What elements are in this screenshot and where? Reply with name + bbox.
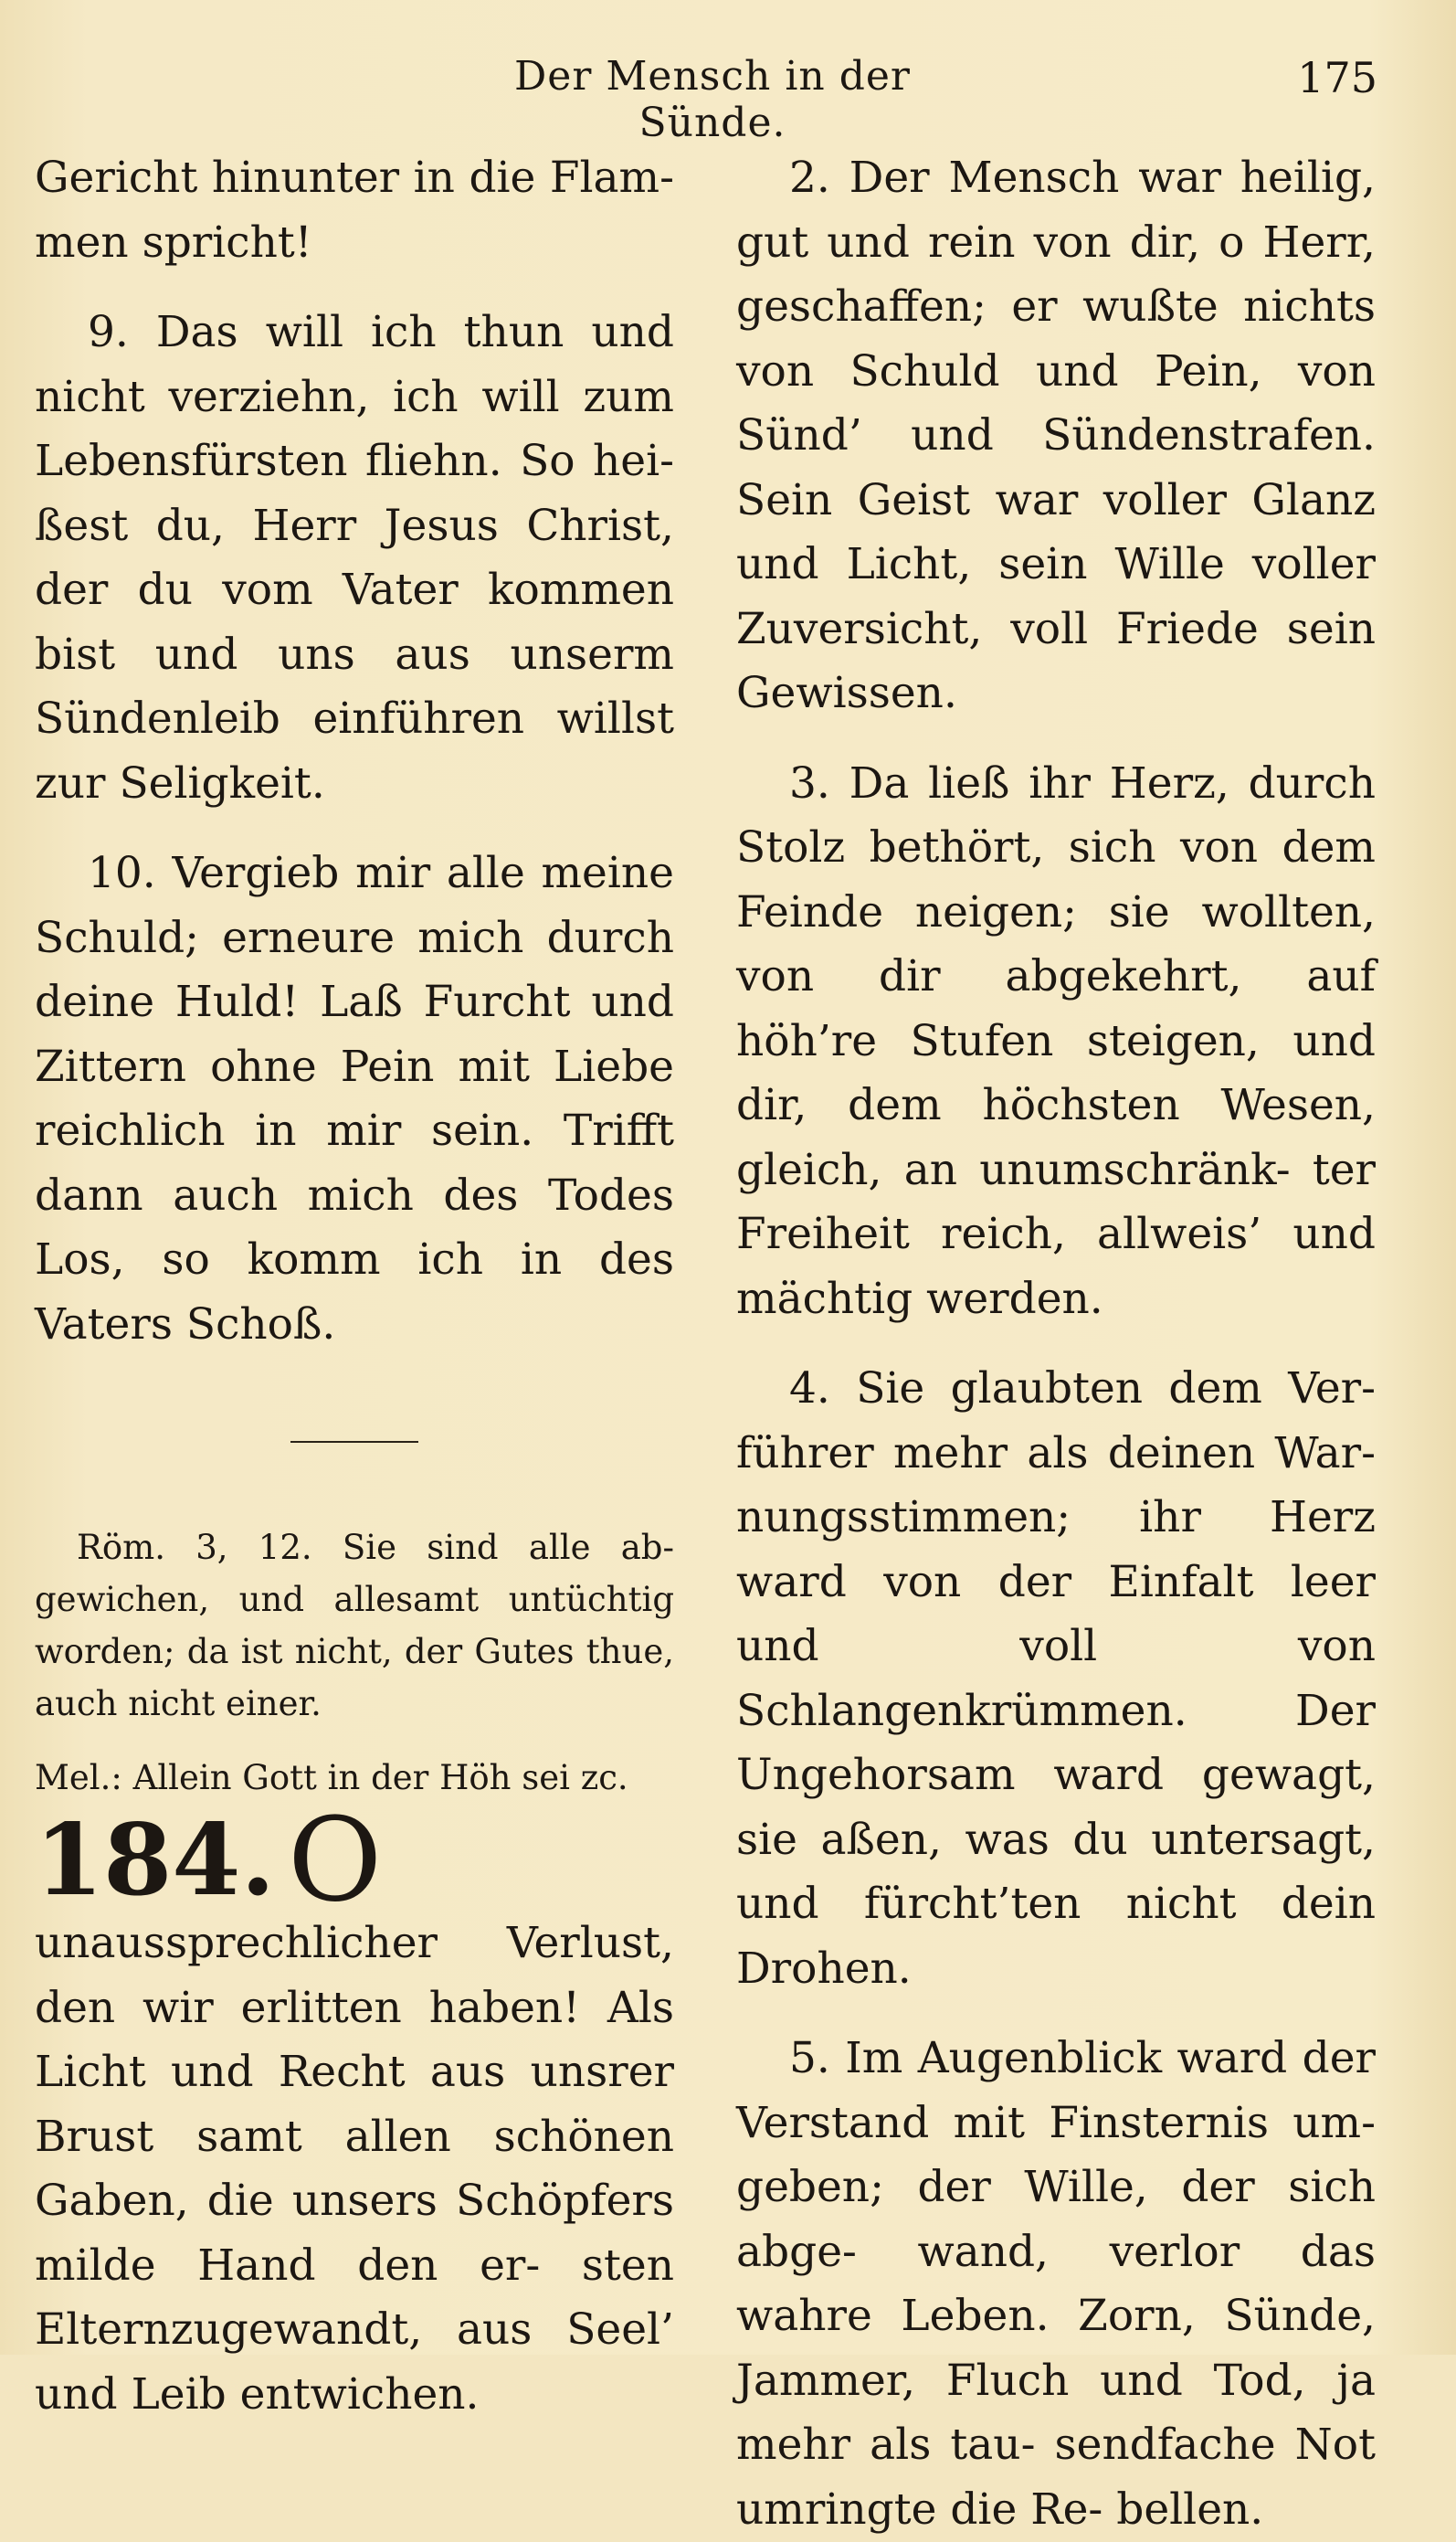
running-title: Der Mensch in der Sünde.	[514, 53, 911, 146]
hymn-184-text: unaussprechlicher Verlust, den wir erlitten haben! Als Licht und Recht aus unsrer Brust samt allen schönen Gaben, die unsers Schöpfers milde Hand den er- sten Elternzugewandt, aus Seel’ und Leib entwichen.	[35, 1918, 674, 2420]
left-column	[35, 146, 674, 2427]
melody-line: Mel.: Allein Gott in der Höh sei zc.	[35, 1758, 628, 1797]
page-header	[0, 44, 1456, 146]
stanza-4: 4. Sie glaubten dem Ver- führer mehr als deinen War- nungsstimmen; ihr Herz ward von der Einfalt leer und voll von Schlangenkrümmen. Der Ungehorsam ward gewagt, sie aßen, was du untersagt, und fürcht’ten nicht dein Drohen.	[736, 1363, 1376, 1994]
hymn-184-stanza-1	[35, 1793, 674, 2427]
section-divider	[290, 1441, 418, 1443]
right-column	[736, 146, 1376, 2542]
stanza-10: 10. Vergieb mir alle meine Schuld; erneure mich durch deine Huld! Laß Furcht und Zittern ohne Pein mit Liebe reichlich in mir sein. Trifft dann auch mich des Todes Los, so komm ich in des Vaters Schoß.	[35, 848, 674, 1350]
hymn-number: 184.	[35, 1803, 276, 1918]
stanza-2: 2. Der Mensch war heilig, gut und rein von dir, o Herr, geschaffen; er wußte nichts von Schuld und Pein, von Sünd’ und Sündenstrafen. Sein Geist war voller Glanz und Licht, sein Wille voller Zuversicht, voll Friede sein Gewissen.	[736, 153, 1376, 718]
stanza-9: 9. Das will ich thun und nicht verziehn, ich will zum Lebensfürsten fliehn. So hei- ßest du, Herr Jesus Christ, der du vom Vater kommen bist und uns aus unserm Sündenleib einführen willst zur Seligkeit.	[35, 307, 674, 809]
stanza-continuation: Gericht hinunter in die Flam- men spricht!	[35, 153, 674, 268]
page-number: 175	[1297, 53, 1377, 102]
stanza-5: 5. Im Augenblick ward der Verstand mit Finsternis um- geben; der Wille, der sich abge- wand, verlor das wahre Leben. Zorn, Sünde, Jammer, Fluch und Tod, ja mehr als tau- sendfache Not umringte die Re- bellen.	[736, 2033, 1376, 2535]
drop-cap-initial: O	[288, 1793, 383, 1927]
stanza-3: 3. Da ließ ihr Herz, durch Stolz bethört, sich von dem Feinde neigen; sie wollten, von dir abgekehrt, auf höh’re Stufen steigen, und dir, dem höchsten Wesen, gleich, an unumschränk- ter Freiheit reich, allweis’ und mächtig werden.	[736, 757, 1376, 1324]
scripture-reference: Röm. 3, 12. Sie sind alle ab- gewichen, und allesamt untüchtig worden; da ist nicht, der Gutes thue, auch nicht einer.	[35, 1528, 674, 1723]
